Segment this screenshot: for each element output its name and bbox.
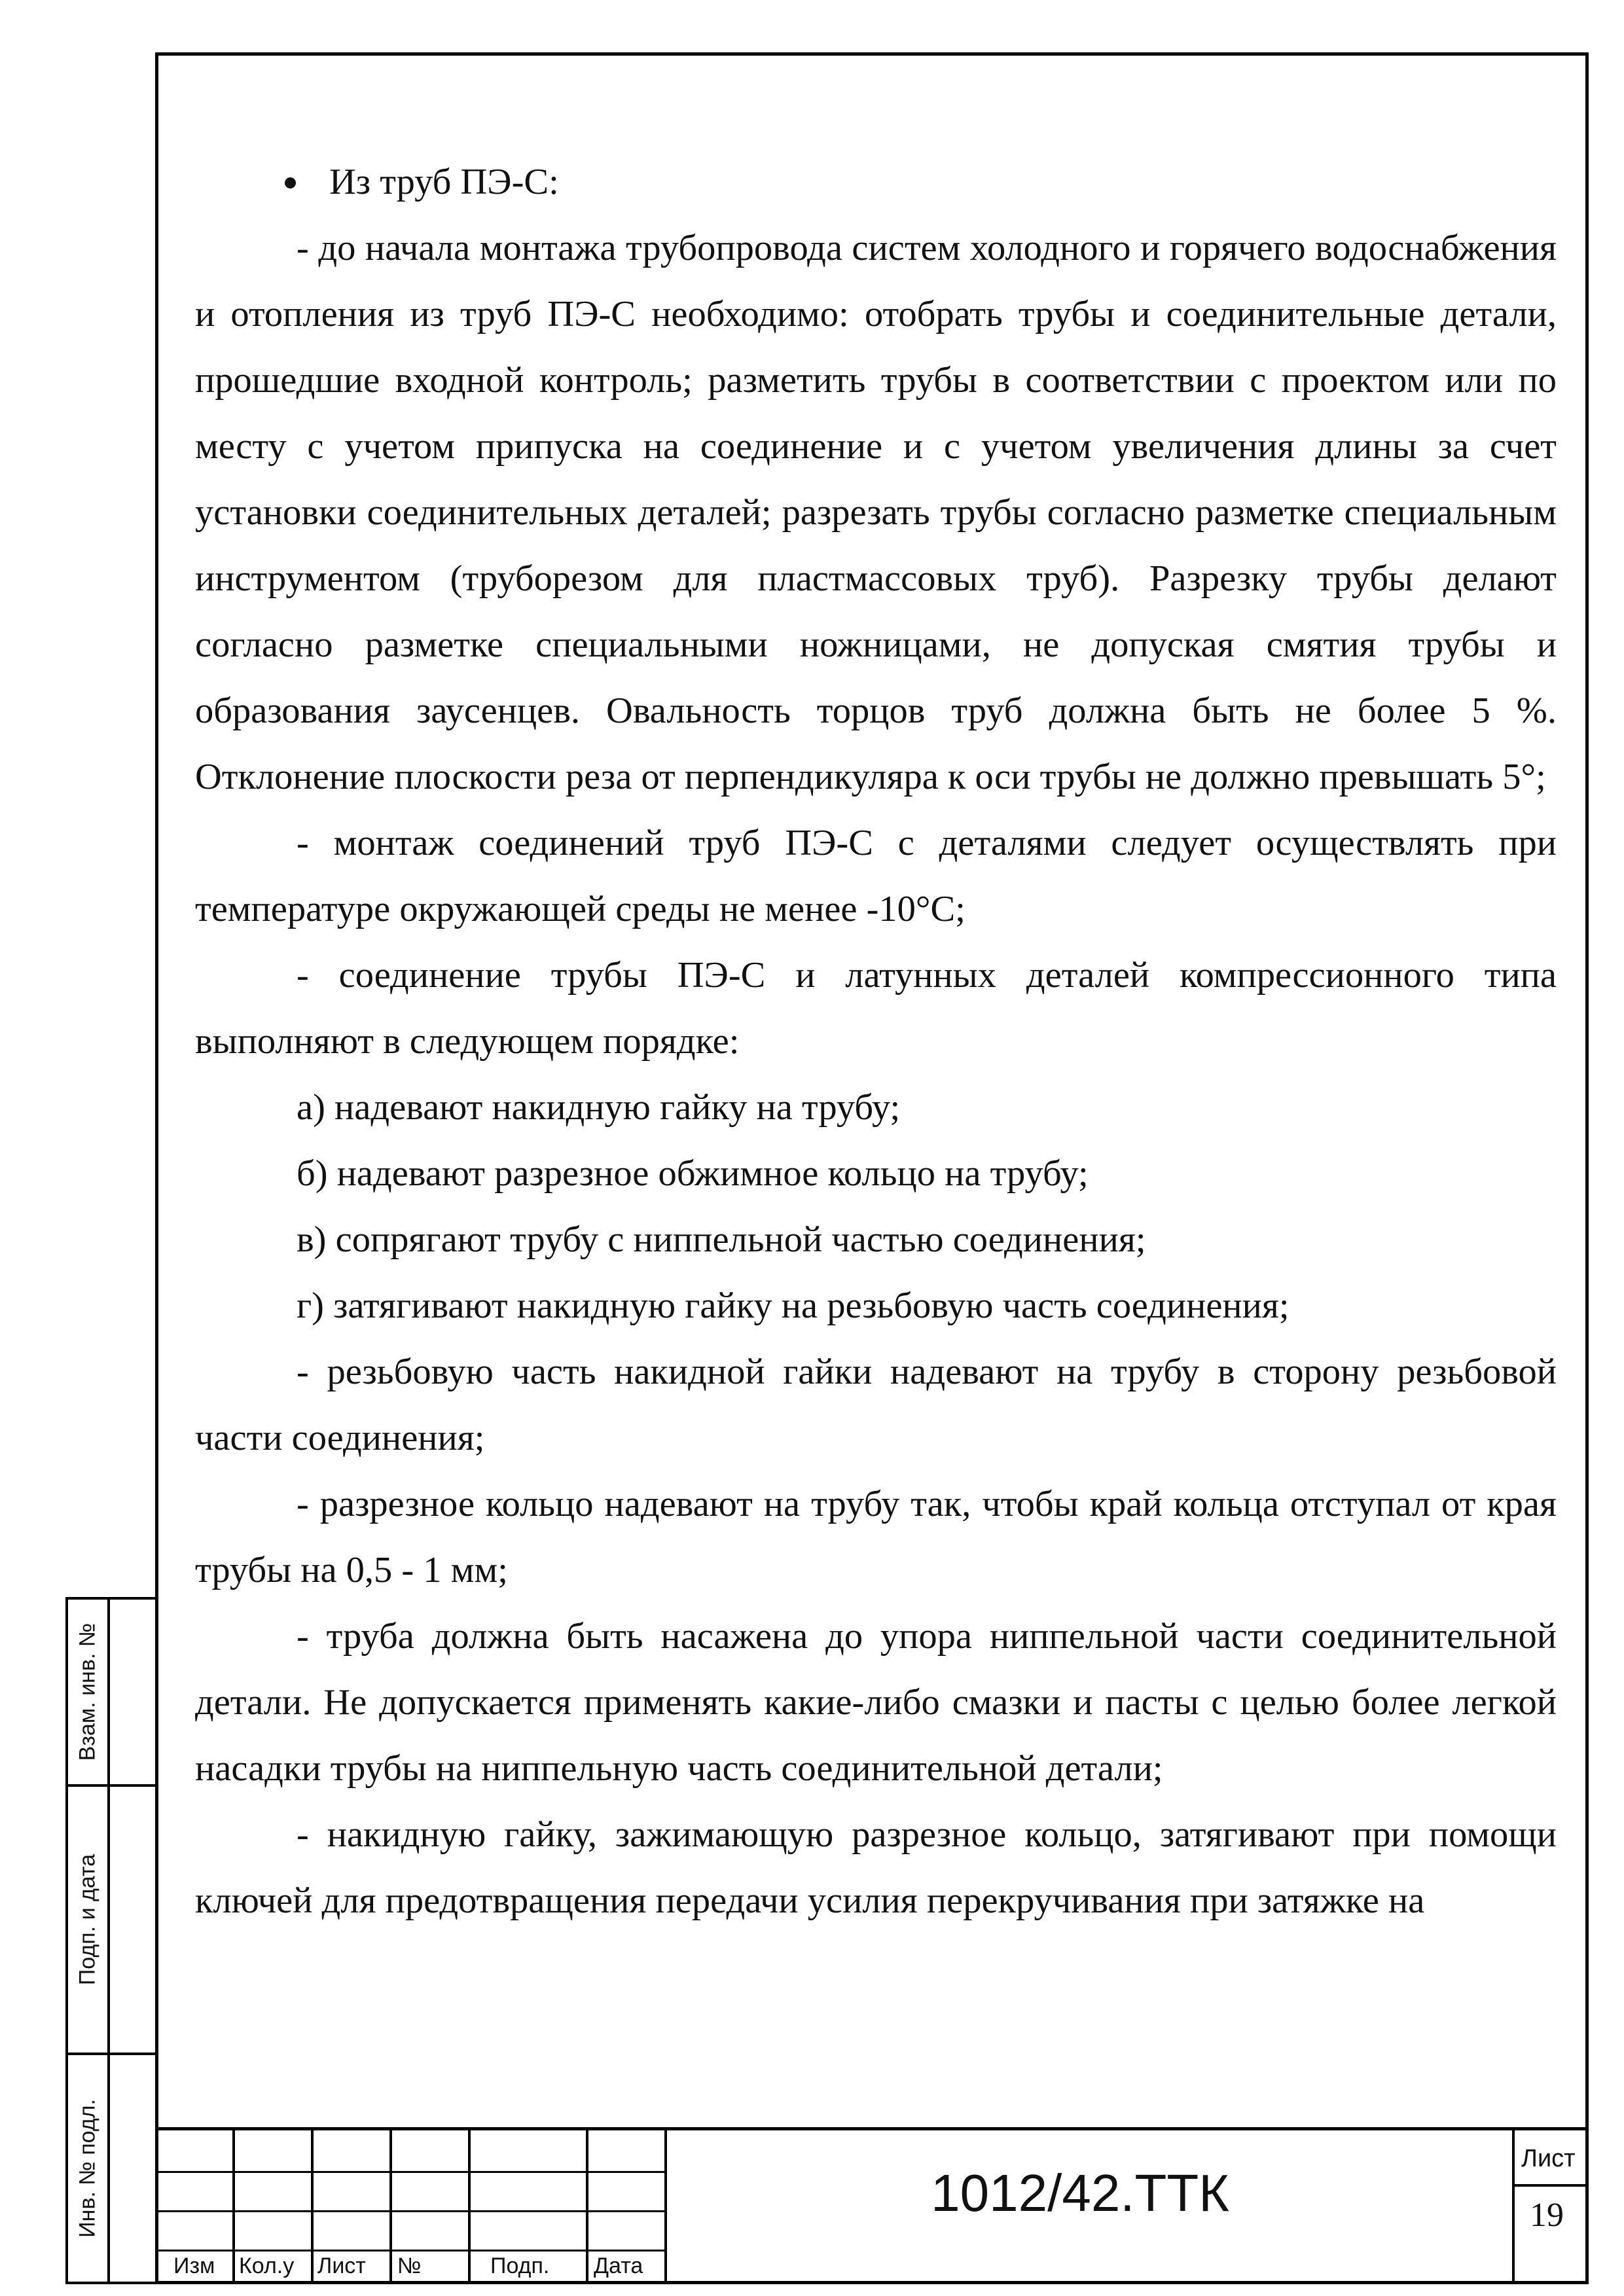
title-block	[155, 2127, 1589, 2284]
inv-podl-label-cell	[68, 2055, 110, 2282]
zam-inv-cell	[65, 1597, 155, 1787]
zam-inv-label: Взам. инв. №	[75, 1623, 100, 1761]
paragraph: - накидную гайку, зажимающую разрезное кольцо, затягивают при помощи ключей для предотвращения передачи усилия перекручивания при затяжке на	[195, 1814, 1557, 1921]
document-code: 1012/42.ТТК	[931, 2164, 1229, 2222]
divider	[155, 2171, 666, 2173]
paragraph: - соединение трубы ПЭ-С и латунных деталей компрессионного типа выполняют в следующем порядке:	[195, 955, 1557, 1062]
col-list-label: Лист	[317, 2253, 366, 2278]
paragraph: - труба должна быть насажена до упора ниппельной части соединительной детали. Не допускается применять какие-либо смазки и пасты с целью более легкой насадки трубы на ниппельную часть соединительной детали;	[195, 1616, 1557, 1789]
inv-podl-cell	[65, 2053, 155, 2284]
col-podp-label: Подп.	[490, 2253, 550, 2278]
divider	[155, 2250, 666, 2251]
sheet-header: Лист	[1521, 2145, 1576, 2172]
paragraph: - резьбовую часть накидной гайки надевают на трубу в сторону резьбовой части соединения;	[195, 1352, 1557, 1458]
bullet-text: Из труб ПЭ-С:	[329, 162, 559, 202]
inv-podl-label: Инв. № подл.	[75, 2099, 100, 2238]
divider	[1512, 2184, 1589, 2187]
list-item: б) надевают разрезное обжимное кольцо на трубу;	[297, 1153, 1089, 1194]
podp-data-label-cell	[68, 1787, 110, 2053]
podp-data-cell	[65, 1784, 155, 2055]
podp-data-label: Подп. и дата	[75, 1854, 100, 1986]
bullet-icon	[285, 177, 296, 188]
paragraph: - разрезное кольцо надевают на трубу так, чтобы край кольца отступал от края трубы на 0,5 - 1 мм;	[195, 1484, 1557, 1590]
list-item: а) надевают накидную гайку на трубу;	[297, 1087, 901, 1128]
divider	[586, 2130, 588, 2284]
divider	[468, 2130, 471, 2284]
col-data-label: Дата	[594, 2253, 643, 2278]
col-izm-label: Изм	[173, 2253, 215, 2278]
paragraph: - до начала монтажа трубопровода систем холодного и горячего водоснабжения и отопления из труб ПЭ-С необходимо: отобрать трубы и соединительные детали, прошедшие входной контроль; разметить трубы в соответствии с проектом или по месту с учетом припуска на соединение и с учетом увеличения длины за счет установки соединительных деталей; разрезать трубы согласно разметке специальным инструментом (труборезом для пластмассовых труб). Разрезку трубы делают согласно разметке специальными ножницами, не допуская смятия трубы и образования заусенцев. Овальность торцов труб должна быть не более 5 %. Отклонение плоскости реза от перпендикуляра к оси трубы не должно превышать 5°;	[195, 228, 1557, 797]
side-stamp	[65, 1597, 155, 2284]
list-item: в) сопрягают трубу с ниппельной частью соединения;	[297, 1219, 1146, 1260]
zam-inv-label-cell	[68, 1600, 110, 1784]
divider	[232, 2130, 235, 2284]
document-body	[195, 149, 1557, 1934]
divider	[1512, 2130, 1515, 2284]
divider	[389, 2130, 392, 2284]
col-kol-label: Кол.у	[239, 2253, 295, 2278]
sheet-number: 19	[1530, 2197, 1564, 2234]
paragraph: - монтаж соединений труб ПЭ-С с деталями следует осуществлять при температуре окружающей среды не менее -10°С;	[195, 823, 1557, 929]
col-num-label: №	[397, 2253, 422, 2278]
divider	[311, 2130, 314, 2284]
divider	[155, 2210, 666, 2212]
bullet-paragraph	[195, 149, 1557, 215]
divider	[664, 2130, 667, 2284]
list-item: г) затягивают накидную гайку на резьбовую часть соединения;	[297, 1285, 1290, 1326]
